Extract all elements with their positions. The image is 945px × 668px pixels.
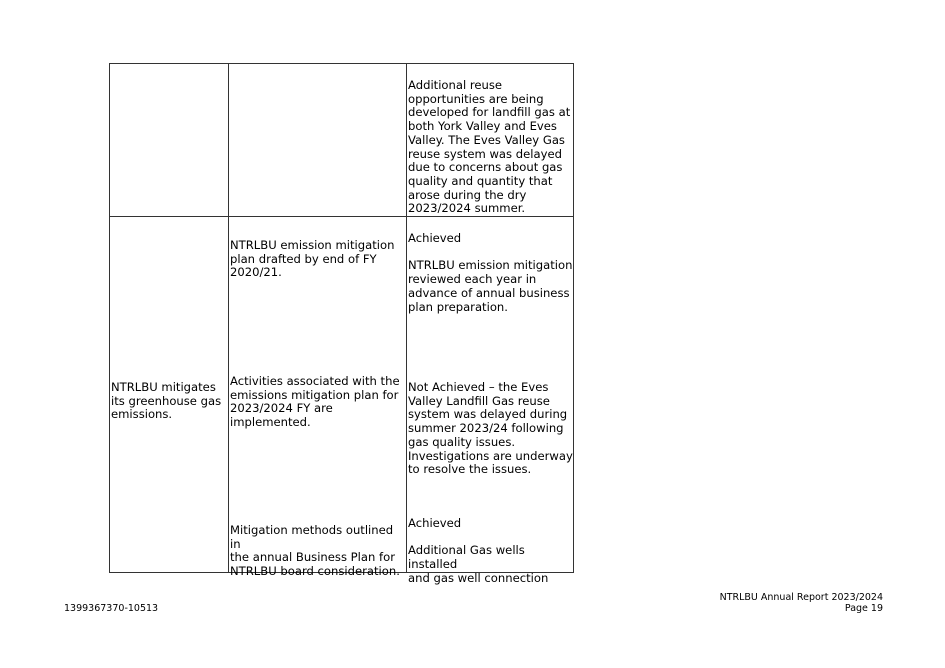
result-2-text: Not Achieved – the Eves Valley Landfill Gas reuse system was delayed during summer 2023/24 following gas quality issues. Investigations are underway to resolve the issues. [408,380,573,477]
document-id: 1399367370-10513 [64,603,159,614]
measure-1-text: NTRLBU emission mitigation plan drafted by end of FY 2020/21. [230,238,395,280]
table-column-divider-2 [406,63,407,573]
table-border-top [109,63,574,64]
result-1-text: Achieved NTRLBU emission mitigation reviewed each year in advance of annual business plan preparation. [408,231,573,314]
table-row-divider [109,216,574,217]
objective-text: NTRLBU mitigates its greenhouse gas emissions. [111,380,222,422]
page-number: Page 19 [844,603,883,614]
table-border-left [109,63,110,573]
measure-2-text: Activities associated with the emissions mitigation plan for 2023/2024 FY are implemented. [230,374,400,430]
row1-result-text: Additional reuse opportunities are being developed for landfill gas at both York Valley and Eves Valley. The Eves Valley Gas reuse system was delayed due to concerns about gas quality and quantity that arose during the dry 2023/2024 summer. [408,78,571,216]
table-column-divider-1 [228,63,229,573]
report-title: NTRLBU Annual Report 2023/2024 [719,592,883,603]
page-footer [720,592,883,614]
measure-3-text: Mitigation methods outlined in the annual Business Plan for NTRLBU board consideration. [230,523,400,579]
result-3-text: Achieved Additional Gas wells installed and gas well connection [408,516,549,585]
table-border-right [573,63,574,573]
